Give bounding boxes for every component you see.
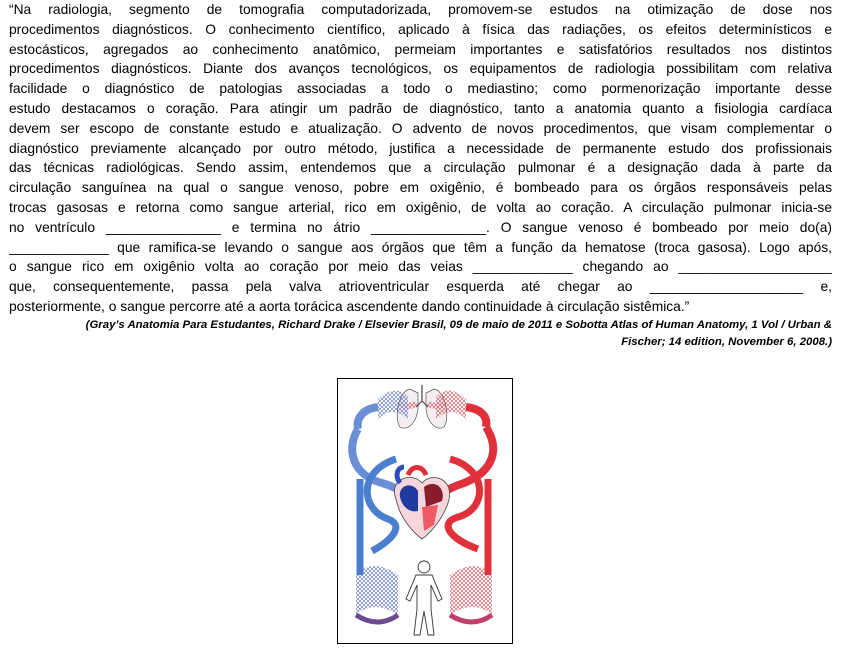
passage-line: posteriormente, o sangue percorre até a aorta torácica ascendente dando continuidade à circulação sistêmica.” xyxy=(9,298,690,314)
upper-capillaries-right xyxy=(436,390,466,419)
passage-line: procedimentos diagnósticos. Diante dos avanços tecnológicos, os equipamentos de radiologia possibilitam com relativa xyxy=(9,61,832,77)
passage-line: diagnóstico previamente alcançado por outro método, justifica a necessidade de permanente estudo dos profissionais xyxy=(9,140,832,156)
passage-line: no ventrículo _______________ e termina no átrio _______________. O sangue venoso é bombeado por meio do(a) xyxy=(9,219,832,235)
passage-line: das técnicas radiológicas. Sendo assim, entendemos que a circulação pulmonar é a designação dada à parte da xyxy=(9,160,832,176)
passage-line: devem ser escopo de constante estudo e atualização. O advento de novos procedimentos, que visam complementar o xyxy=(9,120,832,136)
citation xyxy=(9,317,832,351)
passage-line: trocas gasosas e retorna como sangue arterial, rico em oxigênio, de volta ao coração. A circulação pulmonar inicia-se xyxy=(9,199,832,215)
passage-line: “Na radiologia, segmento de tomografia computadorizada, promovem-se estudos na otimização de dose nos xyxy=(9,2,832,17)
passage xyxy=(9,0,832,351)
passage-line: estudo destacamos o coração. Para atingir um padrão de diagnóstico, tanto a anatomia quanto a fisiologia cardíaca xyxy=(9,100,832,116)
circulation-diagram xyxy=(337,378,513,644)
passage-line: circulação sanguínea na qual o sangue venoso, pobre em oxigênio, é bombeado para os órgãos responsáveis pelas xyxy=(9,180,832,196)
citation-line: Fischer; 14 edition, November 6, 2008.) xyxy=(621,335,832,348)
passage-line: o sangue rico em oxigênio volta ao coração por meio das veias _____________ chegando ao ____________________ xyxy=(9,259,832,275)
human-figure-icon xyxy=(406,561,442,635)
upper-capillaries-left xyxy=(378,390,408,419)
passage-line: estocásticos, agregados ao conhecimento anatômico, permeiam importantes e satisfatórios resultados nos distintos xyxy=(9,41,832,57)
passage-line: que, consequentemente, passa pela valva atrioventricular esquerda até chegar ao ____________________ e, xyxy=(9,279,832,295)
heart-icon xyxy=(394,467,449,539)
passage-line: procedimentos diagnósticos. O conhecimento científico, aplicado à física das radiações, os efeitos determinísticos e xyxy=(9,21,832,37)
lower-capillaries-left xyxy=(356,566,398,615)
circulation-illustration xyxy=(338,379,512,643)
citation-line: (Gray’s Anatomia Para Estudantes, Richard Drake / Elsevier Brasil, 09 de maio de 2011 e Sobotta Atlas of Human Anatomy, 1 Vol / Urban & xyxy=(85,318,832,331)
lower-capillaries-right xyxy=(450,566,492,615)
passage-line: facilidade o diagnóstico de patologias associadas a todo o mediastino; como pormenorização importante desse xyxy=(9,81,832,97)
passage-line: _____________ que ramifica-se levando o sangue aos órgãos que têm a função da hematose (troca gasosa). Logo após, xyxy=(9,239,832,255)
